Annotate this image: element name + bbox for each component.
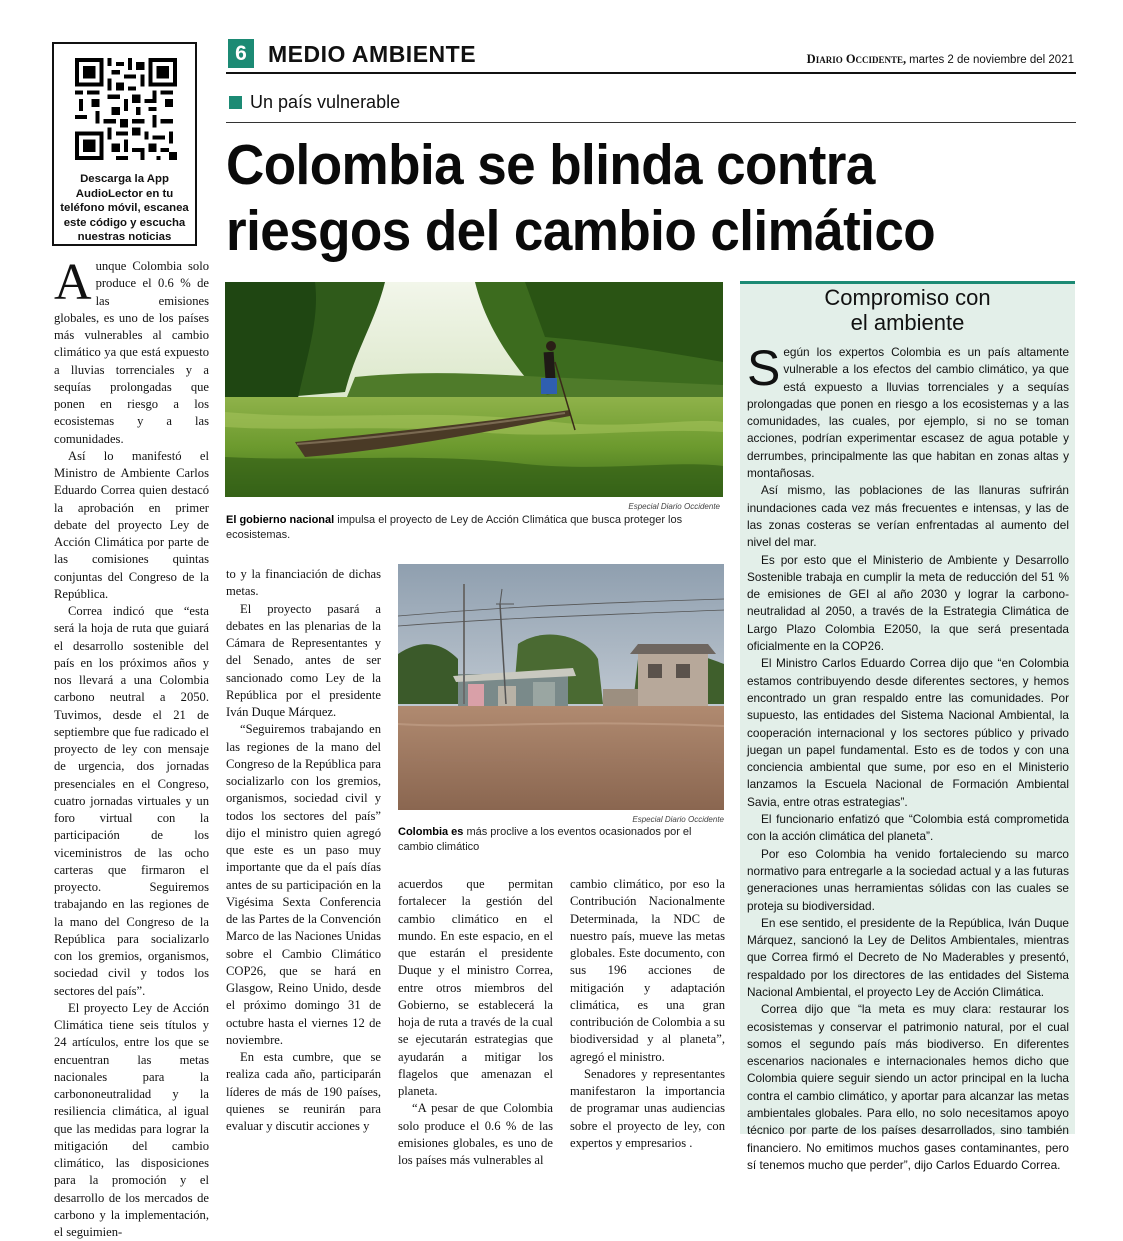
body-paragraph: Senadores y representantes manifestaron la importancia de programar unas audiencias sobre el proyecto de ley, con expertos y empresarios . xyxy=(570,1066,725,1150)
section-title: MEDIO AMBIENTE xyxy=(268,41,477,67)
sidebar-lead: egún los expertos Colombia es un país altamente vulnerable a los efectos del cambio climático, ya que está expuesto a lluvias torrenciales y a sequías prolongadas que ponen en riesgo a los ecosistemas y a las comunidades, las cuales, por ejemplo, si no se toman acciones, podrían experimentar escasez de agua potable y derrumbes, principalmente las que habitan en zonas altas y montañosas. xyxy=(747,345,1069,481)
sidebar-paragraph: Es por esto que el Ministerio de Ambiente y Desarrollo Sostenible trabaja en cumplir la meta de reducción del 51 % de emisiones de GEI al año 2030 y lograr la carbono-neutralidad al 2050, a través de la Estrategia Climática de Largo Plazo Colombia E2050, la que será presentada oficialmente en la COP26. xyxy=(747,552,1069,654)
issue-date: martes 2 de noviembre del 2021 xyxy=(909,54,1074,66)
article-column-1 xyxy=(54,254,209,1239)
qr-promo-box xyxy=(52,42,197,246)
caption-lead: Colombia es xyxy=(398,826,464,838)
sidebar-paragraph: Por eso Colombia ha venido fortaleciendo su marco normativo para entregarle a la sociedad actual y a las futuras generaciones unas herramientas sólidas con las cuales se proteja su biodiversidad. xyxy=(747,846,1069,913)
body-paragraph: Así lo manifestó el Ministro de Ambiente Carlos Eduardo Correa quien destacó la aprobación en primer debate del proyecto Ley de Acción Climática por parte de las comisiones quintas conjuntas del Congreso de la República. xyxy=(54,448,209,601)
page-number: 6 xyxy=(235,42,247,65)
body-paragraph: “A pesar de que Colombia solo produce el 0.6 % de las emisiones globales, es uno de los países más vulnerables al xyxy=(398,1101,553,1167)
paper-name: Diario Occidente, xyxy=(806,52,907,66)
body-paragraph: El proyecto Ley de Acción Climática tiene seis títulos y 24 artículos, entre los que se encuentran las metas nacionales para la carbononeutralidad y la resiliencia climática, al igual que las medidas para lograr la mitigación del cambio climático, las disposiciones para la promoción y el desarrollo de los mercados de carbono y la implementación, el seguimien- xyxy=(54,1000,209,1239)
body-paragraph: En esta cumbre, que se realiza cada año, participarán líderes de más de 190 países, quienes se reunirán para evaluar y discutir acciones y xyxy=(226,1050,381,1133)
sidebar-paragraph: El Ministro Carlos Eduardo Correa dijo que “en Colombia estamos contribuyendo desde diferentes sectores, y hemos encontrado un gran respaldo entre las comunidades. Por supuesto, las entidades del Sistema Nacional Ambiental, la cooperación internacional y los sectores público y privado juegan un papel fundamental. Esto es de todos y con una conciencia ambiental que sume, por eso en el Ministerio lanzamos la Escuela Nacional de Formación Ambiental Savia, entre otras estrategias”. xyxy=(747,656,1069,809)
caption-text: más proclive a los eventos ocasionados por el cambio climático xyxy=(398,826,692,853)
qr-code-icon[interactable] xyxy=(75,58,177,160)
sidebar-title-line-2: el ambiente xyxy=(850,310,965,335)
body-paragraph: El proyecto pasará a debates en las plenarias de la Cámara de Representantes y del Senado, antes de ser sancionado como Ley de la República por el presidente Iván Duque Márquez. xyxy=(226,601,381,719)
sidebar-paragraph: El funcionario enfatizó que “Colombia está comprometida con la acción climática del planeta”. xyxy=(747,812,1069,844)
photo-flooded-town xyxy=(398,564,724,810)
sidebar-paragraph: En ese sentido, el presidente de la República, Iván Duque Márquez, sancionó la Ley de Delitos Ambientales, mientras que Correa firmó el Decreto de No Maderables y presentó, respaldado por los directores de las entidades del Sistema Nacional Ambiental, el proyecto Ley de Acción Climática. xyxy=(747,915,1069,999)
body-paragraph: Correa indicó que “esta será la hoja de ruta que guiará el desarrollo sostenible del país en los próximos años y nos llevará a una Colombia carbono neutral a 2050. Tuvimos, desde el 21 de septiembre que fue radicado el proyecto de ley con mensaje de urgencia, dos jornadas presenciales en el Congreso, cuatro jornadas virtuales y un foro virtual con la participación de los viceministros de las ocho carteras que firmaron el proyecto. Seguiremos trabajando en las regiones de la mano del Congreso de la República para socializarlo con los gremios, organismos, sociedad civil y todos los sectores del país”. xyxy=(54,604,209,998)
article-column-3 xyxy=(398,876,553,1167)
sidebar-paragraph: Así mismo, las poblaciones de las llanuras sufrirán inundaciones cada vez más frecuentes e intensas, y las de las zonas costeras se verían enfrentadas al aumento del nivel del mar. xyxy=(747,483,1069,550)
photo-credit-1: Especial Diario Occidente xyxy=(628,502,720,511)
photo-credit-2: Especial Diario Occidente xyxy=(632,815,724,824)
body-paragraph: cambio climático, por eso la Contribución Nacionalmente Determinada, la NDC de nuestro país, mueve las metas globales. Este documento, con sus 196 acciones de mitigación y adaptación climática, es una gran contribución de Colombia a su biodiversidad y al planeta”, agregó el ministro. xyxy=(570,877,725,1064)
body-paragraph: acuerdos que permitan fortalecer la gestión del cambio climático en el mundo. En este espacio, en el que estarán el presidente Duque y el ministro Correa, entre otros miembros del Gobierno, se establecerá la hoja de ruta a través de la cual se ejecutarán estrategias que ayudarán a mitigar los flagelos que amenazan el planeta. xyxy=(398,877,553,1098)
headline-line-2: riesgos del cambio climático xyxy=(226,199,936,263)
body-paragraph: “Seguiremos trabajando en las regiones de la mano del Congreso de la República para socializarlo con los gremios, organismos, sociedad civil y todos los sectores del país” dijo el ministro quien agregó que este es un paso muy importante que da el país días antes de su participación en la Vigésima Sexta Conferencia de las Partes de la Convención Marco de las Naciones Unidas sobre el Cambio Climático COP26, que se hará en Glasgow, Reino Unido, desde el próximo domingo 31 de octubre hasta el viernes 12 de noviembre. xyxy=(226,722,381,1047)
body-paragraph: to y la financiación de dichas metas. xyxy=(226,567,381,599)
river-photo-image xyxy=(225,282,723,497)
sidebar-title xyxy=(740,285,1075,335)
lead-paragraph: unque Colombia solo produce el 0.6 % de las emisiones globales, es uno de los países más vulnerables al cambio climático ya que está expuesto a lluvias torrenciales y a sequías prolongadas que ponen en riesgo a los ecosistemas y a las comunidades. xyxy=(54,259,209,446)
headline xyxy=(226,132,1018,264)
caption-lead: El gobierno nacional xyxy=(226,514,335,526)
photo-river-canoe xyxy=(225,282,723,497)
dateline xyxy=(780,52,1074,67)
flood-photo-image xyxy=(398,564,724,810)
headline-line-1: Colombia se blinda contra xyxy=(226,133,875,197)
sidebar-drop-cap: S xyxy=(747,340,781,396)
kicker-rule xyxy=(226,122,1076,123)
kicker-square xyxy=(229,96,242,109)
article-column-2 xyxy=(226,566,381,1133)
article-column-4 xyxy=(570,876,725,1150)
photo-caption-1 xyxy=(226,513,724,543)
sidebar-text xyxy=(747,340,1069,1172)
kicker: Un país vulnerable xyxy=(250,92,401,112)
drop-cap: A xyxy=(54,254,92,311)
header-rule xyxy=(226,72,1076,74)
sidebar-title-line-1: Compromiso con xyxy=(824,285,991,310)
qr-promo-text: Descarga la App AudioLector en tu teléfono móvil, escanea este código y escucha nuestras noticias xyxy=(60,173,189,244)
photo-caption-2 xyxy=(398,825,726,855)
caption-text: impulsa el proyecto de Ley de Acción Climática que busca proteger los ecosistemas. xyxy=(226,514,683,541)
sidebar-paragraph: Correa dijo que “la meta es muy clara: restaurar los ecosistemas y conservar el patrimonio natural, por el cual somos el segundo país más biodiverso. En diferentes escenarios nacionales e internacionales hemos dicho que Colombia quiere seguir siendo un actor principal en la lucha contra el cambio climático, y aportar para alcanzar las metas ambientales globales. Para ello, no solo necesitamos apoyo técnico por parte de los países desarrollados, sino también financiero. No emitimos muchos gases contaminantes, pero sí tenemos mucho que perder”, dijo Carlos Eduardo Correa. xyxy=(747,1002,1069,1172)
